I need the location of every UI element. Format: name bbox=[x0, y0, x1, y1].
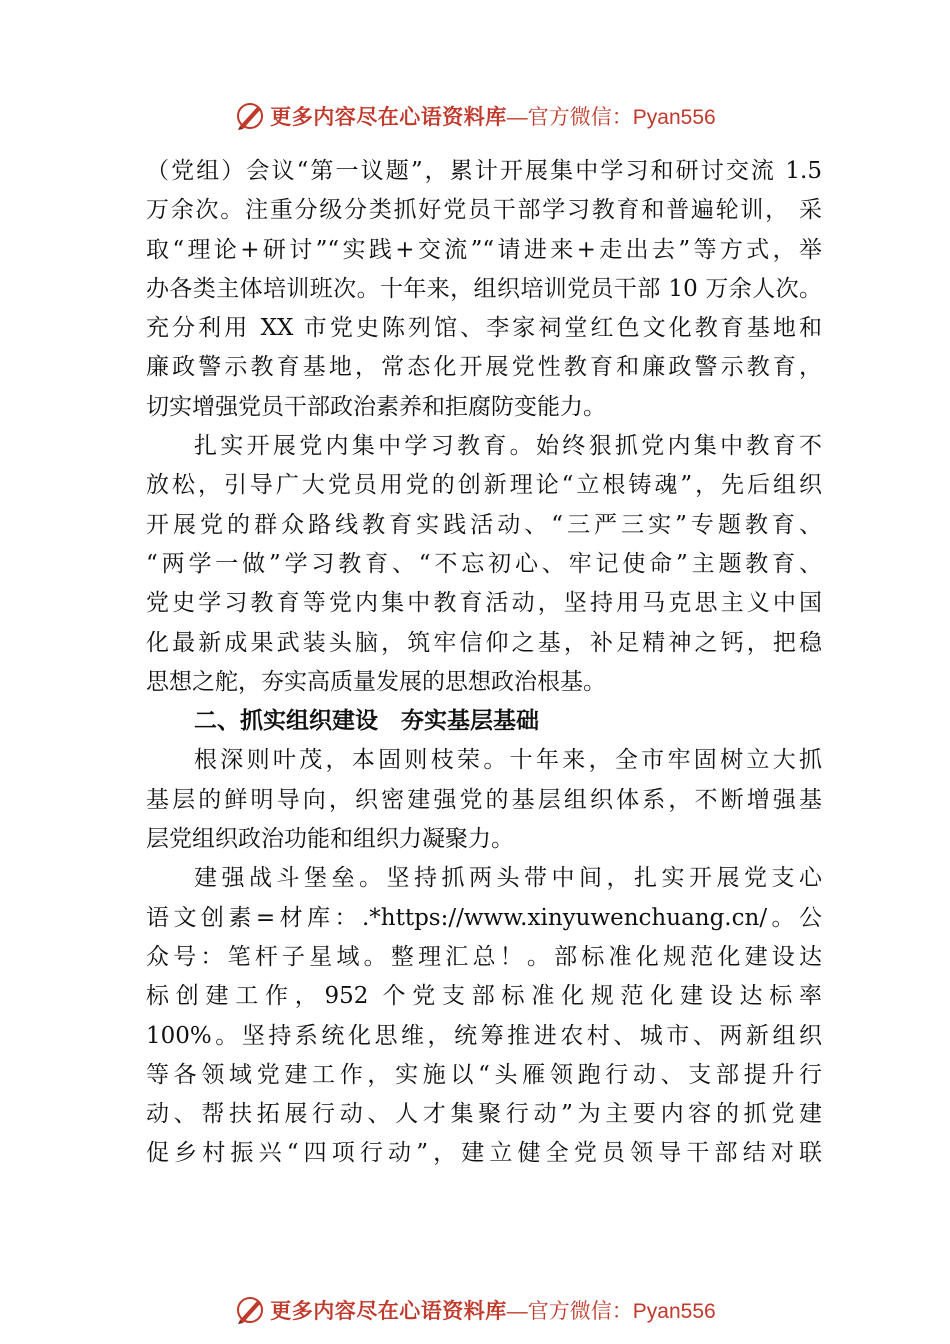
text-line: 化最新成果武装头脑，筑牢信仰之基，补足精神之钙，把稳 bbox=[146, 629, 822, 656]
footer-brand-text: 更多内容尽在心语资料库 bbox=[270, 1298, 507, 1323]
text-line: 党史学习教育等党内集中教育活动，坚持用马克思主义中国 bbox=[146, 590, 822, 617]
header-banner bbox=[0, 96, 950, 136]
text-line: 万余次。注重分级分类抓好党员干部学习教育和普遍轮训， 采 bbox=[146, 197, 822, 224]
text-line: 标创建工作，952 个党支部标准化规范化建设达标率 bbox=[146, 983, 822, 1010]
text-line: 基层的鲜明导向，织密建强党的基层组织体系，不断增强基 bbox=[146, 786, 822, 813]
text-line: 思想之舵，夯实高质量发展的思想政治根基。 bbox=[146, 668, 606, 695]
text-line: 促乡村振兴“四项行动”，建立健全党员领导干部结对联 bbox=[146, 1140, 822, 1167]
text-line: 廉政警示教育基地，常态化开展党性教育和廉政警示教育， bbox=[146, 354, 822, 381]
text-line: 放松，引导广大党员用党的创新理论“立根铸魂”，先后组织 bbox=[146, 472, 822, 499]
pen-logo-icon bbox=[234, 100, 266, 132]
text-line: 100%。坚持系统化思维，统筹推进农村、城市、两新组织 bbox=[146, 1022, 822, 1049]
text-line: “两学一做”学习教育、“不忘初心、牢记使命”主题教育、 bbox=[146, 550, 822, 577]
pen-logo-icon bbox=[234, 1294, 266, 1326]
text-line: 扎实开展党内集中学习教育。始终狠抓党内集中教育不 bbox=[194, 433, 822, 460]
header-brand-text: 更多内容尽在心语资料库 bbox=[270, 104, 507, 129]
text-line: （党组）会议“第一议题”，累计开展集中学习和研讨交流 1.5 bbox=[146, 158, 822, 184]
text-line: 动、帮扶拓展行动、人才集聚行动”为主要内容的抓党建 bbox=[146, 1101, 822, 1128]
text-line: 语文创素=材库：.*https://www.xinyuwenchuang.cn/。公 bbox=[146, 904, 822, 931]
text-line: 开展党的群众路线教育实践活动、“三严三实”专题教育、 bbox=[146, 511, 822, 538]
text-line: 建强战斗堡垒。坚持抓两头带中间，扎实开展党支心 bbox=[194, 865, 822, 892]
header-contact-text: —官方微信：Pyan556 bbox=[506, 106, 716, 129]
text-line: 众号：笔杆子星域。整理汇总！。部标准化规范化建设达 bbox=[146, 943, 822, 970]
footer-banner bbox=[0, 1290, 950, 1330]
section-heading: 二、抓实组织建设 夯实基层基础 bbox=[194, 708, 539, 735]
text-line: 切实增强党员干部政治素养和拒腐防变能力。 bbox=[146, 393, 606, 420]
document-body bbox=[146, 152, 822, 1174]
text-line: 充分利用 XX 市党史陈列馆、李家祠堂红色文化教育基地和 bbox=[146, 315, 822, 342]
text-line: 取“理论+研讨”“实践+交流”“请进来+走出去”等方式，举 bbox=[146, 236, 822, 263]
text-line: 根深则叶茂，本固则枝荣。十年来，全市牢固树立大抓 bbox=[194, 747, 822, 774]
footer-contact-text: —官方微信：Pyan556 bbox=[506, 1300, 716, 1323]
text-line: 等各领域党建工作，实施以“头雁领跑行动、支部提升行 bbox=[146, 1061, 822, 1088]
text-line: 层党组织政治功能和组织力凝聚力。 bbox=[146, 826, 514, 853]
text-line: 办各类主体培训班次。十年来，组织培训党员干部 10 万余人次。 bbox=[146, 275, 822, 302]
